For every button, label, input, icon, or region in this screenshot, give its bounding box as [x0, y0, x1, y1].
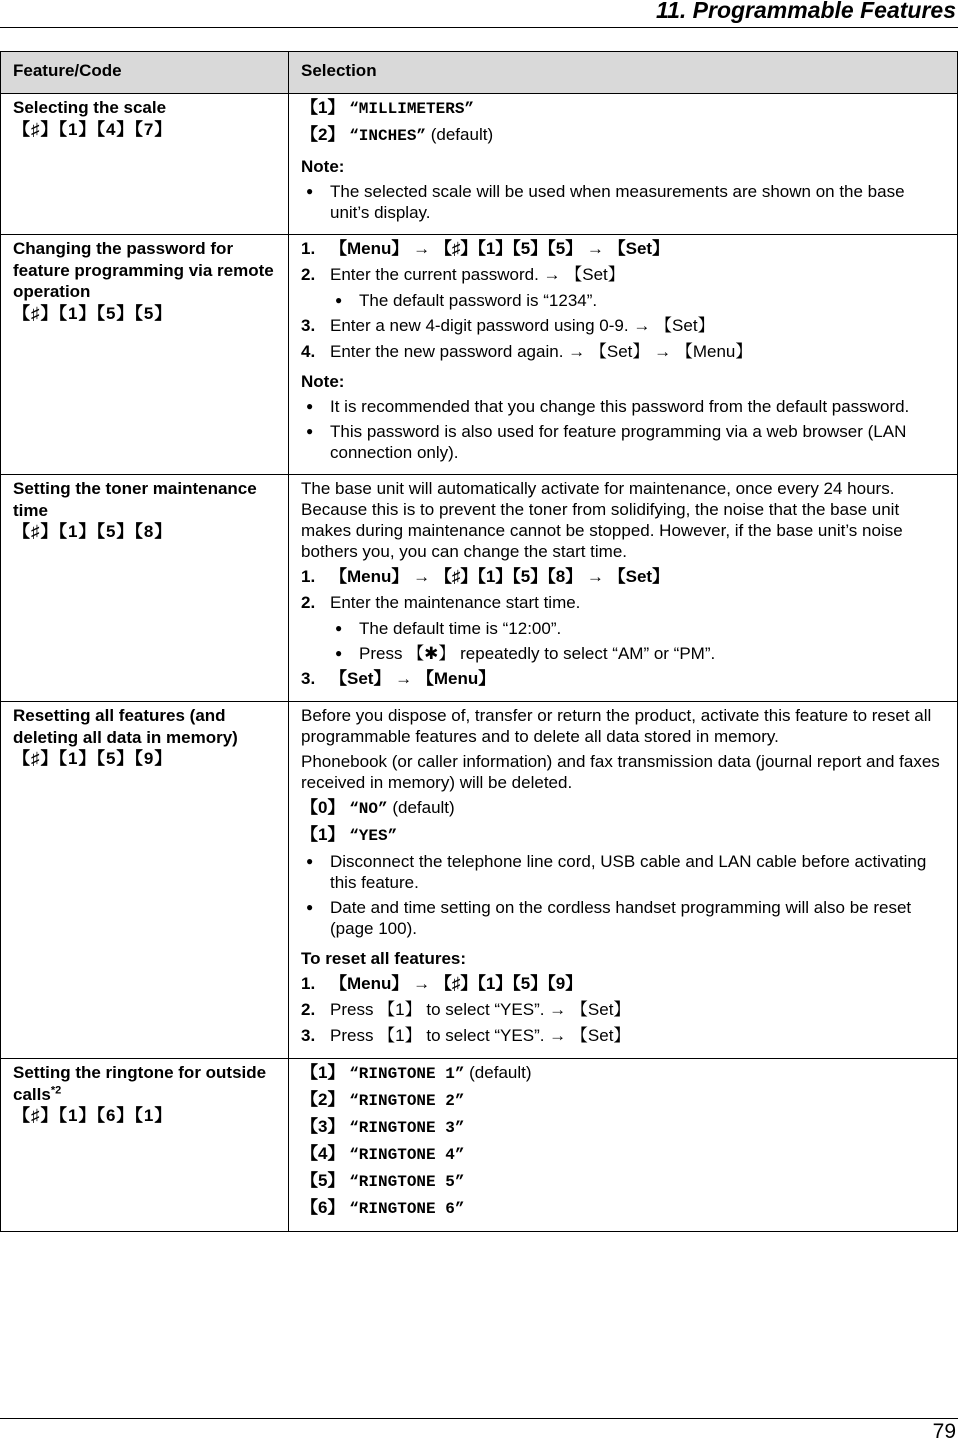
- feature-name: Setting the toner maintenance time: [13, 479, 257, 520]
- feature-cell: [1, 1059, 289, 1232]
- option-item: 【3】 “RINGTONE 3”: [301, 1117, 465, 1137]
- step-item: 1. 【Menu】 → 【♯】【1】【5】【9】: [301, 974, 583, 993]
- footer-rule: [0, 1418, 958, 1419]
- header-rule: [0, 27, 958, 28]
- feature-cell: [1, 475, 289, 702]
- feature-cell: [1, 702, 289, 1059]
- table-row: [1, 1059, 958, 1232]
- bullet-item: ● Date and time setting on the cordless handset programming will also be reset (page 100).: [301, 897, 946, 939]
- step-item: 1. 【Menu】 → 【♯】【1】【5】【5】 → 【Set】: [301, 239, 670, 258]
- bullet-item: ● The default password is “1234”.: [301, 290, 946, 311]
- feature-cell: [1, 94, 289, 235]
- selection-cell: [289, 475, 958, 702]
- step-item: 3. Press 【1】 to select “YES”. → 【Set】: [301, 1026, 631, 1045]
- column-header-selection: Selection: [289, 52, 958, 94]
- bullet-item: ● The default time is “12:00”.: [301, 618, 946, 639]
- option-item: 【4】 “RINGTONE 4”: [301, 1144, 465, 1164]
- option-item: 【6】 “RINGTONE 6”: [301, 1198, 465, 1218]
- option-item: 【0】 “NO” (default): [301, 798, 455, 818]
- feature-code: 【♯】【1】【6】【1】: [13, 1106, 173, 1125]
- table-row: [1, 475, 958, 702]
- table-header-row: [1, 52, 958, 94]
- feature-code: 【♯】【1】【5】【5】: [13, 303, 173, 323]
- feature-code: 【♯】【1】【5】【9】: [13, 749, 173, 768]
- option-item: 【2】 “INCHES” (default): [301, 125, 494, 145]
- subheading: To reset all features:: [301, 949, 467, 968]
- description-text: The base unit will automatically activate for maintenance, once every 24 hours. Because this is to prevent the toner from solidifying, the noise that the base unit makes during maintenance cannot be stopped. However, if the base unit’s noise bothers you, you can change the start time.: [301, 479, 903, 561]
- table-row: [1, 235, 958, 475]
- selection-cell: [289, 235, 958, 475]
- feature-table: [0, 51, 958, 1232]
- table-row: [1, 94, 958, 235]
- selection-cell: [289, 1059, 958, 1232]
- option-item: 【1】 “RINGTONE 1” (default): [301, 1063, 532, 1083]
- bullet-item: ● This password is also used for feature programming via a web browser (LAN connection only).: [301, 421, 946, 463]
- step-item: 3. Enter a new 4-digit password using 0-9. → 【Set】: [301, 316, 715, 335]
- step-item: 1. 【Menu】 → 【♯】【1】【5】【8】 → 【Set】: [301, 567, 670, 586]
- feature-name: Selecting the scale: [13, 98, 167, 117]
- page-number: 79: [932, 1420, 956, 1443]
- bullet-item: ● Disconnect the telephone line cord, USB cable and LAN cable before activating this feature.: [301, 851, 946, 893]
- footnote-marker: *2: [50, 1083, 62, 1096]
- step-item: 4. Enter the new password again. → 【Set】 → 【Menu】: [301, 342, 753, 361]
- feature-name: Setting the ringtone for outside calls$^{*2}$: [13, 1063, 267, 1104]
- feature-name: Changing the password for feature programming via remote operation: [13, 239, 274, 301]
- bullet-item: ● It is recommended that you change this password from the default password.: [301, 396, 946, 417]
- table-row: [1, 702, 958, 1059]
- feature-code: 【♯】【1】【4】【7】: [13, 119, 173, 139]
- step-item: 2. Enter the maintenance start time.: [301, 593, 581, 612]
- page-header-title: 11. Programmable Features: [656, 0, 956, 23]
- step-item: 2. Press 【1】 to select “YES”. → 【Set】: [301, 1000, 631, 1019]
- feature-cell: [1, 235, 289, 475]
- option-item: 【1】 “MILLIMETERS”: [301, 98, 475, 118]
- feature-name: Resetting all features (and deleting all data in memory): [13, 706, 238, 747]
- column-header-feature-code: Feature/Code: [1, 52, 289, 94]
- step-item: 3. 【Set】 → 【Menu】: [301, 669, 496, 688]
- note-heading: Note:: [301, 372, 345, 391]
- description-text: Before you dispose of, transfer or return the product, activate this feature to reset all programmable features and to delete all data stored in memory.: [301, 706, 932, 746]
- selection-cell: [289, 702, 958, 1059]
- step-item: 2. Enter the current password. → 【Set】: [301, 265, 625, 284]
- bullet-item: ● The selected scale will be used when measurements are shown on the base unit’s display.: [301, 181, 946, 223]
- feature-code: 【♯】【1】【5】【8】: [13, 522, 173, 541]
- description-text: Phonebook (or caller information) and fax transmission data (journal report and faxes received in memory) will be deleted.: [301, 752, 940, 792]
- option-item: 【1】 “YES”: [301, 825, 398, 845]
- option-item: 【5】 “RINGTONE 5”: [301, 1171, 465, 1191]
- selection-cell: [289, 94, 958, 235]
- option-item: 【2】 “RINGTONE 2”: [301, 1090, 465, 1110]
- note-heading: Note:: [301, 157, 345, 176]
- bullet-item: ● Press 【✱】 repeatedly to select “AM” or “PM”.: [301, 643, 946, 664]
